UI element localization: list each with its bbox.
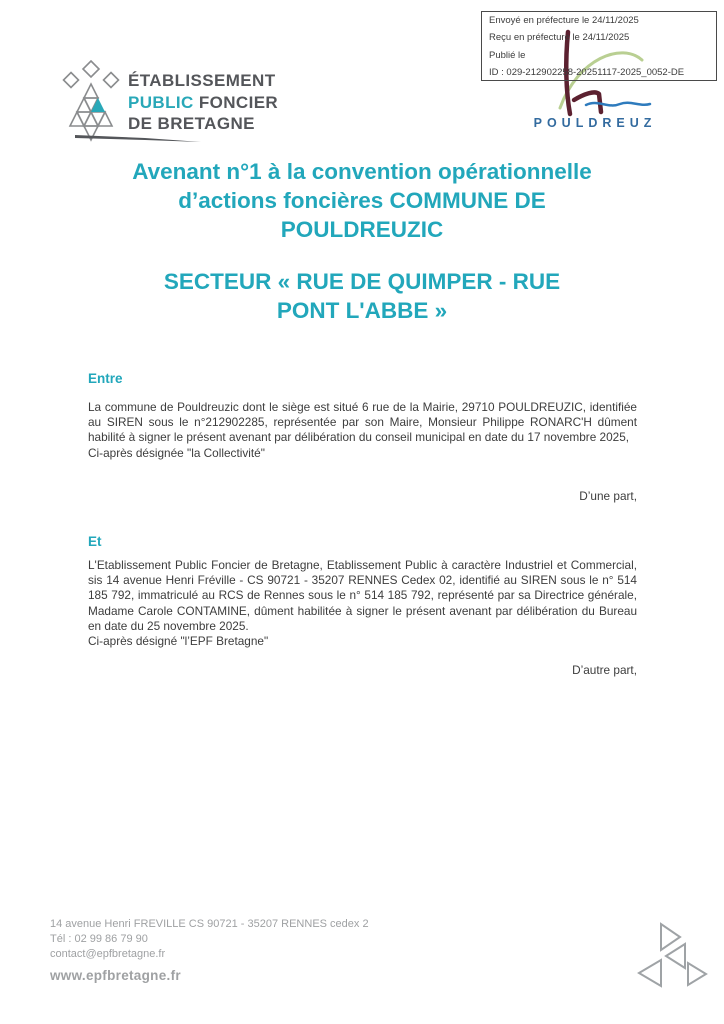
dune-part-line: D’une part, xyxy=(579,489,637,503)
title-line: d’actions foncières COMMUNE DE xyxy=(178,188,546,213)
footer-phone: Tél : 02 99 86 79 90 xyxy=(50,932,148,945)
document-title xyxy=(60,157,664,244)
stamp-line: Envoyé en préfecture le 24/11/2025 xyxy=(489,15,639,26)
epf-mark-diamond-right xyxy=(104,73,119,88)
footer-website: www.epfbretagne.fr xyxy=(50,968,181,984)
subtitle-line: SECTEUR « RUE DE QUIMPER - RUE xyxy=(163,269,561,294)
epf-mark-teal-triangle xyxy=(91,98,105,112)
section-label-et: Et xyxy=(88,534,102,549)
epf-logo-swoosh xyxy=(75,134,205,144)
party1-paragraph xyxy=(88,400,637,461)
party2-designation: Ci-après désigné "l’EPF Bretagne" xyxy=(88,634,269,649)
commune-logo-name: POULDREUZ xyxy=(533,116,657,130)
footer-triangles-icon xyxy=(625,918,715,998)
epf-mark-tri xyxy=(84,112,98,126)
epf-logo-line1: ÉTABLISSEMENT xyxy=(128,71,276,90)
commune-logo-wave xyxy=(586,103,650,106)
epf-mark-tri xyxy=(77,98,91,112)
stamp-line: Publié le xyxy=(489,49,526,61)
epf-logo-line3: DE BRETAGNE xyxy=(128,114,255,133)
dautre-part-line: D’autre part, xyxy=(572,663,637,677)
epf-logo-text xyxy=(128,70,348,135)
epf-mark-diamond-left xyxy=(64,73,79,88)
epf-logo-line2-rest: FONCIER xyxy=(198,92,279,112)
epf-mark-tri xyxy=(84,84,98,98)
epf-logo-line2-accent: PUBLIC xyxy=(128,92,194,112)
prefecture-stamp xyxy=(481,11,717,81)
epf-mark-tri xyxy=(77,112,91,126)
party2-paragraph xyxy=(88,558,637,649)
party2-text: L'Etablissement Public Foncier de Bretagne, Etablissement Public à caractère Industriel et Commercial, sis 14 avenue Henri Fréville - CS 90721 - 35207 RENNES Cedex 02, identifié au SIREN sous le n° 514 185 792, immatriculé au RCS de Rennes sous le n° 514 185 792, représenté par sa Directrice générale, Madame Carole CONTAMINE, dûment habilitée à signer le présent avenant par délibération du Bureau en date du 25 novembre 2025. xyxy=(88,558,637,633)
epf-swoosh-shape xyxy=(75,135,201,142)
title-line: Avenant n°1 à la convention opérationnelle xyxy=(132,159,592,184)
epf-mark-tri xyxy=(70,112,84,126)
stamp-line: Reçu en préfecture le 24/11/2025 xyxy=(489,32,630,44)
footer-address: 14 avenue Henri FREVILLE CS 90721 - 35207 RENNES cedex 2 xyxy=(50,918,369,930)
epf-mark-tri xyxy=(91,112,105,126)
epf-mark-diamond-top xyxy=(83,61,99,77)
party1-text: La commune de Pouldreuzic dont le siège est situé 6 rue de la Mairie, 29710 POULDREUZIC, identifiée au SIREN sous le n°212902285, représentée par son Maire, Monsieur Philippe RONARC'H dûment habilité à signer le présent avenant par délibération du conseil municipal en date du 17 novembre 2025, xyxy=(88,400,637,445)
footer xyxy=(50,917,369,984)
footer-triangle-bottom-right xyxy=(688,963,706,985)
subtitle-line: PONT L'ABBE » xyxy=(276,298,448,323)
section-label-entre: Entre xyxy=(88,371,123,386)
footer-triangle-mid-left xyxy=(666,944,685,968)
epf-logo-line2 xyxy=(128,92,348,114)
document-subtitle xyxy=(60,267,664,325)
footer-triangle-top-right xyxy=(661,924,680,950)
footer-triangle-bottom-left xyxy=(639,960,661,986)
title-line: POULDREUZIC xyxy=(280,217,444,242)
party1-designation: Ci-après désignée "la Collectivité" xyxy=(88,445,265,460)
footer-email: contact@epfbretagne.fr xyxy=(50,947,166,960)
epf-mark-tri xyxy=(98,112,112,126)
stamp-line: ID : 029-212902258-20251117-2025_0052-DE xyxy=(489,66,685,78)
